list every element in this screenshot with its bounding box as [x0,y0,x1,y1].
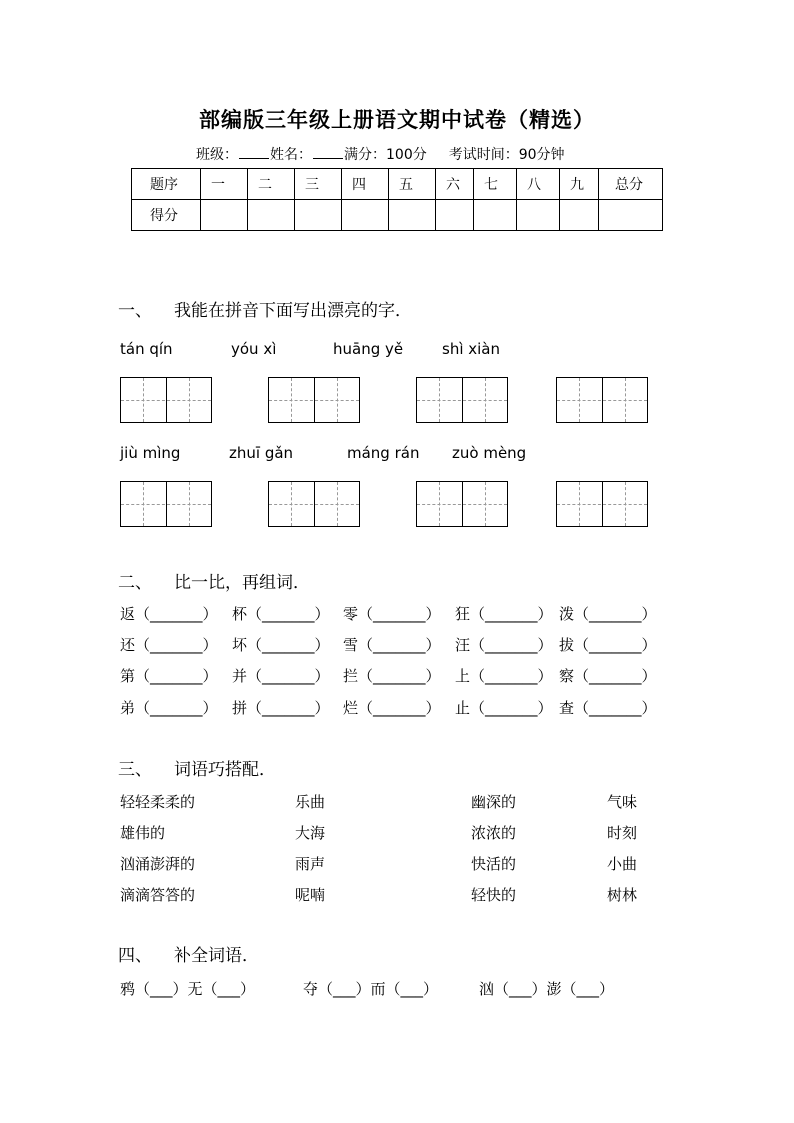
score-entry[interactable] [342,200,389,231]
pinyin-label: jiù mìng [120,444,181,462]
section4-heading [118,941,259,966]
match-word: 雄伟的 [120,824,166,842]
word-item[interactable]: 返（_______） [120,605,218,623]
word-item[interactable]: 还（_______） [120,636,218,654]
word-item[interactable]: 烂（_______） [343,699,441,717]
section1-heading [118,296,412,321]
score-table [131,168,663,231]
pinyin-label: yóu xì [231,340,277,358]
section4-number: 四、 [118,946,152,966]
section1-number: 一、 [118,301,152,321]
word-item[interactable]: 第（_______） [120,667,218,685]
score-entry[interactable] [389,200,436,231]
score-entry[interactable] [560,200,599,231]
writing-grid[interactable] [416,377,508,423]
score-table-cell: 题序 [132,169,201,200]
score-table-cell: 八 [517,169,560,200]
word-item[interactable]: 狂（_______） [455,605,553,623]
section1-title: 我能在拼音下面写出漂亮的字． [174,301,412,321]
score-entry[interactable] [517,200,560,231]
score-table-cell: 四 [342,169,389,200]
match-word: 浓浓的 [471,824,517,842]
word-item[interactable]: 零（_______） [343,605,441,623]
word-item[interactable]: 汪（_______） [455,636,553,654]
match-word: 呢喃 [295,886,326,904]
pinyin-label: shì xiàn [442,340,501,358]
writing-grid[interactable] [268,481,360,527]
word-item[interactable]: 坏（_______） [232,636,330,654]
score-table-cell: 一 [201,169,248,200]
match-word: 树林 [607,886,638,904]
word-item[interactable]: 察（_______） [559,667,657,685]
score-table-cell: 六 [436,169,474,200]
section4-title: 补全词语． [174,946,259,966]
match-word: 汹涌澎湃的 [120,855,196,873]
match-word: 气味 [607,793,638,811]
score-entry[interactable] [474,200,517,231]
score-row-label: 得分 [132,200,201,231]
match-word: 时刻 [607,824,638,842]
pinyin-label: zhuī gǎn [229,444,294,462]
word-item[interactable]: 查（_______） [559,699,657,717]
word-item[interactable]: 拔（_______） [559,636,657,654]
idiom-fill[interactable]: 鸦（___）无（___） [120,980,256,998]
section3-number: 三、 [118,760,152,780]
score-table-cell: 五 [389,169,436,200]
match-word: 乐曲 [295,793,326,811]
score-entry[interactable] [436,200,474,231]
section2-number: 二、 [118,573,152,593]
word-item[interactable]: 拦（_______） [343,667,441,685]
score-table-header-row [132,169,663,200]
match-word: 滴滴答答的 [120,886,196,904]
exam-meta [196,144,565,164]
score-table-cell: 三 [295,169,342,200]
name-label: 姓名： [270,147,312,163]
word-item[interactable]: 并（_______） [232,667,330,685]
idiom-fill[interactable]: 夺（___）而（___） [303,980,439,998]
match-word: 轻轻柔柔的 [120,793,196,811]
writing-grid[interactable] [556,377,648,423]
word-item[interactable]: 雪（_______） [343,636,441,654]
score-entry[interactable] [248,200,295,231]
word-item[interactable]: 泼（_______） [559,605,657,623]
word-item[interactable]: 止（_______） [455,699,553,717]
writing-grid[interactable] [416,481,508,527]
page-title: 部编版三年级上册语文期中试卷（精选） [199,107,595,132]
score-entry[interactable] [599,200,663,231]
writing-grid[interactable] [268,377,360,423]
name-blank[interactable] [313,146,343,159]
section2-title: 比一比，再组词． [174,573,310,593]
class-label: 班级： [196,147,238,163]
pinyin-label: zuò mèng [452,444,527,462]
match-word: 快活的 [471,855,517,873]
word-item[interactable]: 弟（_______） [120,699,218,717]
idiom-fill[interactable]: 汹（___）澎（___） [479,980,615,998]
score-table-cell: 二 [248,169,295,200]
match-word: 小曲 [607,855,638,873]
full-score: 满分：100分 [344,147,427,163]
writing-grid[interactable] [556,481,648,527]
score-table-score-row [132,200,663,231]
class-blank[interactable] [239,146,269,159]
writing-grid[interactable] [120,481,212,527]
word-item[interactable]: 杯（_______） [232,605,330,623]
pinyin-label: huāng yě [333,340,404,358]
score-table-cell: 总分 [599,169,663,200]
score-table-cell: 七 [474,169,517,200]
score-entry[interactable] [295,200,342,231]
section3-title: 词语巧搭配． [174,760,276,780]
match-word: 轻快的 [471,886,517,904]
pinyin-label: máng rán [347,444,420,462]
exam-time: 考试时间：90分钟 [448,147,565,163]
word-item[interactable]: 上（_______） [455,667,553,685]
match-word: 幽深的 [471,793,517,811]
pinyin-label: tán qín [120,340,173,358]
match-word: 大海 [295,824,326,842]
word-item[interactable]: 拼（_______） [232,699,330,717]
writing-grid[interactable] [120,377,212,423]
score-table-cell: 九 [560,169,599,200]
section2-heading [118,568,310,593]
section3-heading [118,755,276,780]
score-entry[interactable] [201,200,248,231]
match-word: 雨声 [295,855,326,873]
